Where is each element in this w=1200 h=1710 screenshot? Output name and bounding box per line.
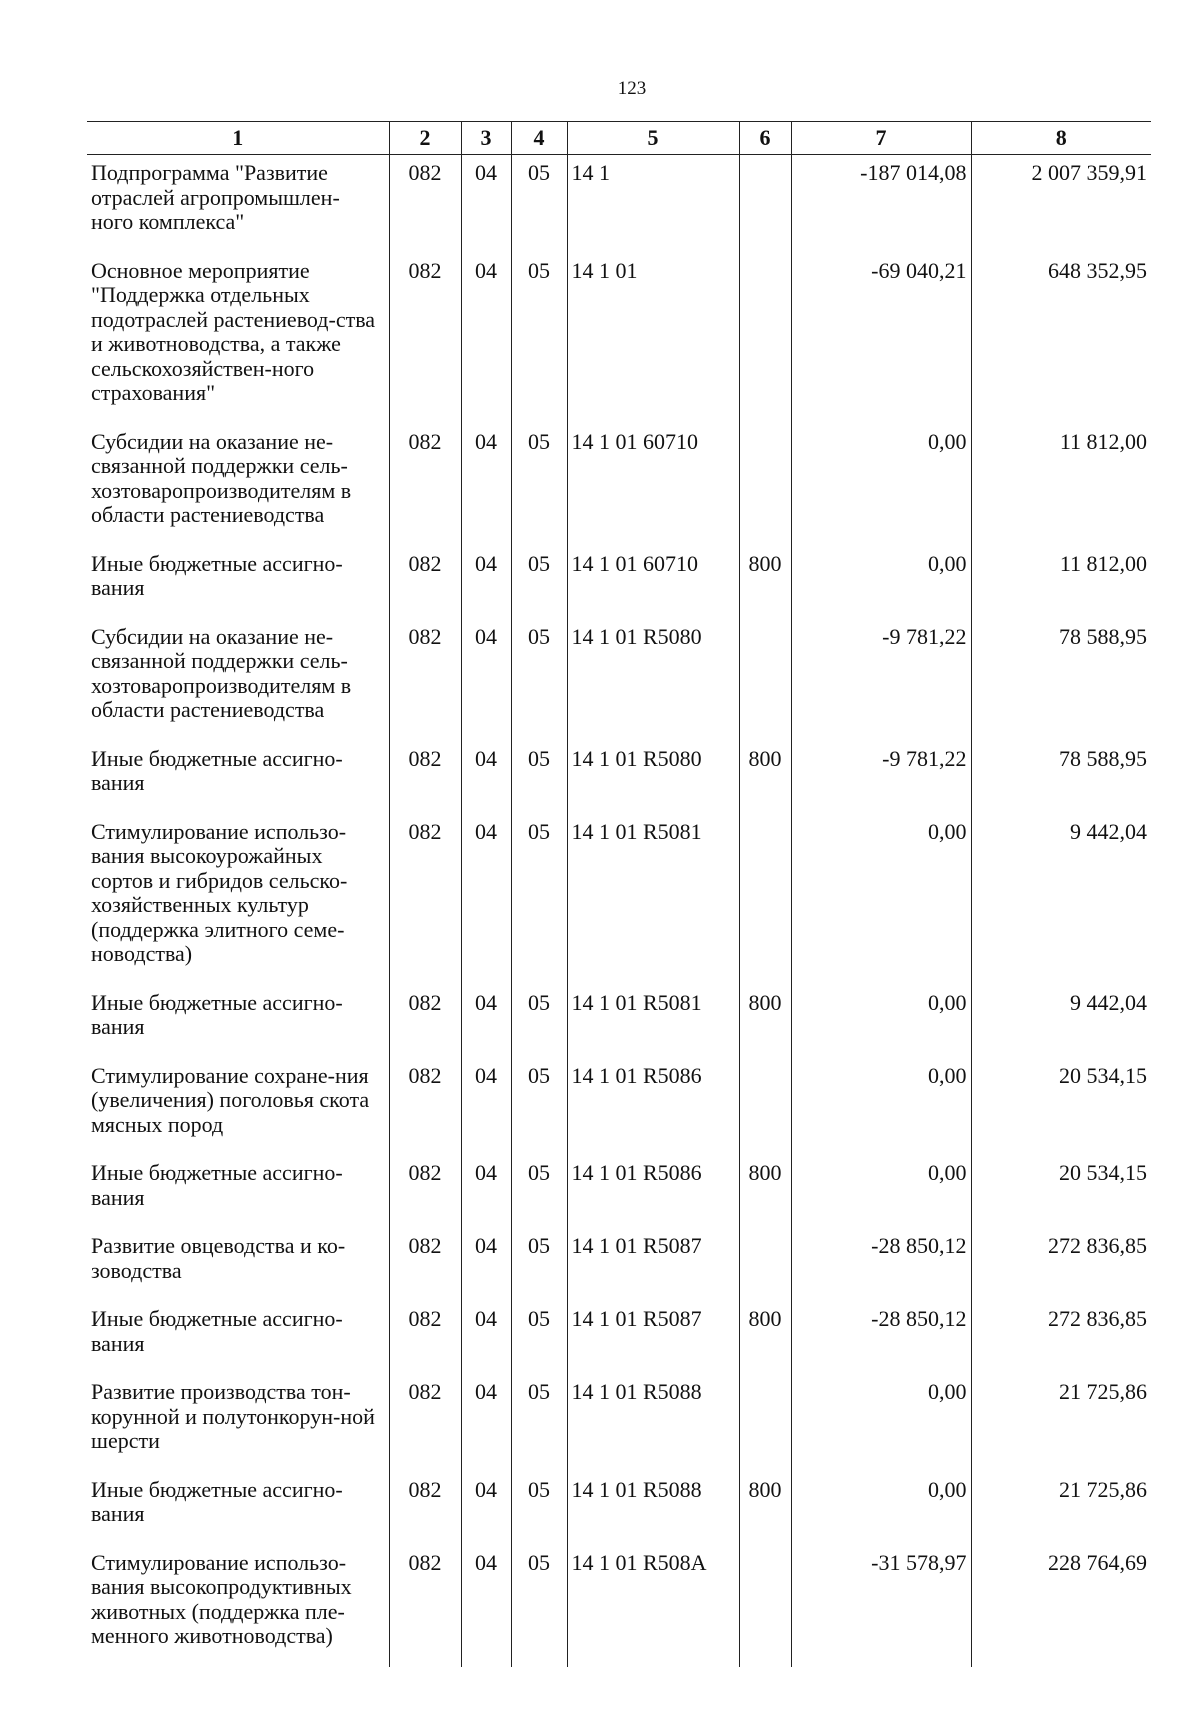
change-amount-cell: 0,00 bbox=[791, 1472, 971, 1545]
section-code-cell: 04 bbox=[461, 985, 511, 1058]
change-amount-cell: -31 578,97 bbox=[791, 1545, 971, 1667]
item-name-cell: Подпрограмма "Развитие отраслей агропромышлен-ного комплекса" bbox=[91, 160, 340, 234]
ministry-code-cell: 082 bbox=[389, 1058, 461, 1156]
section-code-cell: 04 bbox=[461, 155, 511, 253]
item-name-cell: Иные бюджетные ассигно-вания bbox=[91, 745, 343, 795]
target-article-cell: 14 1 01 bbox=[567, 253, 739, 424]
item-name-cell: Развитие производства тон-корунной и полутонкорун-ной шерсти bbox=[91, 1379, 375, 1453]
total-amount-cell: 9 442,04 bbox=[971, 985, 1151, 1058]
column-header: 4 bbox=[511, 122, 567, 155]
total-amount-cell: 20 534,15 bbox=[971, 1155, 1151, 1228]
section-code-cell: 04 bbox=[461, 814, 511, 985]
ministry-code-cell: 082 bbox=[389, 1155, 461, 1228]
expense-type-cell bbox=[739, 155, 791, 253]
total-amount-cell: 21 725,86 bbox=[971, 1472, 1151, 1545]
subsection-code-cell: 05 bbox=[511, 546, 567, 619]
item-name-cell: Стимулирование использо-вания высокоурожайных сортов и гибридов сельско-хозяйственных культур (поддержка элитного семе-новодства) bbox=[91, 818, 348, 966]
ministry-code-cell: 082 bbox=[389, 546, 461, 619]
subsection-code-cell: 05 bbox=[511, 1301, 567, 1374]
page-number: 123 bbox=[617, 78, 647, 99]
target-article-cell: 14 1 01 R5087 bbox=[567, 1228, 739, 1301]
ministry-code-cell: 082 bbox=[389, 1301, 461, 1374]
item-name-cell: Развитие овцеводства и ко-зоводства bbox=[91, 1233, 346, 1283]
table-row bbox=[87, 985, 1151, 1058]
total-amount-cell: 21 725,86 bbox=[971, 1374, 1151, 1472]
section-code-cell: 04 bbox=[461, 1374, 511, 1472]
total-amount-cell: 2 007 359,91 bbox=[971, 155, 1151, 253]
subsection-code-cell: 05 bbox=[511, 1374, 567, 1472]
change-amount-cell: 0,00 bbox=[791, 1058, 971, 1156]
target-article-cell: 14 1 01 R5080 bbox=[567, 741, 739, 814]
change-amount-cell: -28 850,12 bbox=[791, 1228, 971, 1301]
section-code-cell: 04 bbox=[461, 1472, 511, 1545]
section-code-cell: 04 bbox=[461, 1058, 511, 1156]
table-row bbox=[87, 155, 1151, 253]
column-header: 3 bbox=[461, 122, 511, 155]
change-amount-cell: 0,00 bbox=[791, 814, 971, 985]
subsection-code-cell: 05 bbox=[511, 741, 567, 814]
table-row bbox=[87, 1301, 1151, 1374]
item-name-cell: Иные бюджетные ассигно-вания bbox=[91, 550, 343, 600]
total-amount-cell: 20 534,15 bbox=[971, 1058, 1151, 1156]
table-row bbox=[87, 1155, 1151, 1228]
section-code-cell: 04 bbox=[461, 741, 511, 814]
ministry-code-cell: 082 bbox=[389, 1545, 461, 1667]
item-name-cell: Иные бюджетные ассигно-вания bbox=[91, 1476, 343, 1526]
column-header: 5 bbox=[567, 122, 739, 155]
subsection-code-cell: 05 bbox=[511, 985, 567, 1058]
column-header: 6 bbox=[739, 122, 791, 155]
total-amount-cell: 11 812,00 bbox=[971, 424, 1151, 546]
change-amount-cell: 0,00 bbox=[791, 424, 971, 546]
total-amount-cell: 272 836,85 bbox=[971, 1228, 1151, 1301]
table-body bbox=[87, 155, 1151, 1667]
column-header: 7 bbox=[791, 122, 971, 155]
target-article-cell: 14 1 01 R5086 bbox=[567, 1058, 739, 1156]
total-amount-cell: 228 764,69 bbox=[971, 1545, 1151, 1667]
table-row bbox=[87, 741, 1151, 814]
subsection-code-cell: 05 bbox=[511, 1155, 567, 1228]
expense-type-cell bbox=[739, 253, 791, 424]
target-article-cell: 14 1 01 R5086 bbox=[567, 1155, 739, 1228]
target-article-cell: 14 1 01 R508A bbox=[567, 1545, 739, 1667]
expense-type-cell: 800 bbox=[739, 985, 791, 1058]
subsection-code-cell: 05 bbox=[511, 253, 567, 424]
total-amount-cell: 78 588,95 bbox=[971, 741, 1151, 814]
column-header: 8 bbox=[971, 122, 1151, 155]
section-code-cell: 04 bbox=[461, 546, 511, 619]
subsection-code-cell: 05 bbox=[511, 1472, 567, 1545]
ministry-code-cell: 082 bbox=[389, 253, 461, 424]
change-amount-cell: -69 040,21 bbox=[791, 253, 971, 424]
item-name-cell: Основное мероприятие "Поддержка отдельных подотраслей растениевод-ства и животноводства, а также сельскохозяйствен-ного страхования" bbox=[91, 257, 376, 405]
subsection-code-cell: 05 bbox=[511, 1228, 567, 1301]
expense-type-cell bbox=[739, 619, 791, 741]
subsection-code-cell: 05 bbox=[511, 619, 567, 741]
ministry-code-cell: 082 bbox=[389, 985, 461, 1058]
target-article-cell: 14 1 01 60710 bbox=[567, 424, 739, 546]
table-row bbox=[87, 1058, 1151, 1156]
table-row bbox=[87, 1472, 1151, 1545]
expense-type-cell bbox=[739, 1228, 791, 1301]
ministry-code-cell: 082 bbox=[389, 814, 461, 985]
change-amount-cell: -187 014,08 bbox=[791, 155, 971, 253]
ministry-code-cell: 082 bbox=[389, 424, 461, 546]
expense-type-cell bbox=[739, 1058, 791, 1156]
section-code-cell: 04 bbox=[461, 1301, 511, 1374]
subsection-code-cell: 05 bbox=[511, 1058, 567, 1156]
subsection-code-cell: 05 bbox=[511, 814, 567, 985]
section-code-cell: 04 bbox=[461, 1155, 511, 1228]
subsection-code-cell: 05 bbox=[511, 424, 567, 546]
target-article-cell: 14 1 01 R5080 bbox=[567, 619, 739, 741]
table-row bbox=[87, 1228, 1151, 1301]
ministry-code-cell: 082 bbox=[389, 155, 461, 253]
section-code-cell: 04 bbox=[461, 619, 511, 741]
subsection-code-cell: 05 bbox=[511, 1545, 567, 1667]
change-amount-cell: -28 850,12 bbox=[791, 1301, 971, 1374]
change-amount-cell: -9 781,22 bbox=[791, 619, 971, 741]
total-amount-cell: 648 352,95 bbox=[971, 253, 1151, 424]
ministry-code-cell: 082 bbox=[389, 619, 461, 741]
expense-type-cell bbox=[739, 1374, 791, 1472]
table-row bbox=[87, 1374, 1151, 1472]
total-amount-cell: 78 588,95 bbox=[971, 619, 1151, 741]
subsection-code-cell: 05 bbox=[511, 155, 567, 253]
item-name-cell: Стимулирование использо-вания высокопродуктивных животных (поддержка пле-менного животноводства) bbox=[91, 1549, 352, 1648]
expense-type-cell bbox=[739, 814, 791, 985]
section-code-cell: 04 bbox=[461, 253, 511, 424]
expense-type-cell bbox=[739, 1545, 791, 1667]
expense-type-cell: 800 bbox=[739, 1155, 791, 1228]
item-name-cell: Субсидии на оказание не-связанной поддержки сель-хозтоваропроизводителям в области растениеводства bbox=[91, 623, 352, 722]
total-amount-cell: 11 812,00 bbox=[971, 546, 1151, 619]
change-amount-cell: 0,00 bbox=[791, 546, 971, 619]
ministry-code-cell: 082 bbox=[389, 1472, 461, 1545]
target-article-cell: 14 1 bbox=[567, 155, 739, 253]
target-article-cell: 14 1 01 R5081 bbox=[567, 985, 739, 1058]
ministry-code-cell: 082 bbox=[389, 1228, 461, 1301]
expense-type-cell bbox=[739, 424, 791, 546]
item-name-cell: Субсидии на оказание не-связанной поддержки сель-хозтоваропроизводителям в области растениеводства bbox=[91, 428, 352, 527]
ministry-code-cell: 082 bbox=[389, 1374, 461, 1472]
column-header: 2 bbox=[389, 122, 461, 155]
expense-type-cell: 800 bbox=[739, 1301, 791, 1374]
table-row bbox=[87, 253, 1151, 424]
ministry-code-cell: 082 bbox=[389, 741, 461, 814]
target-article-cell: 14 1 01 R5087 bbox=[567, 1301, 739, 1374]
table-row bbox=[87, 546, 1151, 619]
target-article-cell: 14 1 01 R5081 bbox=[567, 814, 739, 985]
total-amount-cell: 9 442,04 bbox=[971, 814, 1151, 985]
expense-type-cell: 800 bbox=[739, 546, 791, 619]
section-code-cell: 04 bbox=[461, 424, 511, 546]
total-amount-cell: 272 836,85 bbox=[971, 1301, 1151, 1374]
change-amount-cell: 0,00 bbox=[791, 1374, 971, 1472]
item-name-cell: Иные бюджетные ассигно-вания bbox=[91, 1306, 343, 1356]
expense-type-cell: 800 bbox=[739, 741, 791, 814]
change-amount-cell: 0,00 bbox=[791, 985, 971, 1058]
item-name-cell: Иные бюджетные ассигно-вания bbox=[91, 989, 343, 1039]
section-code-cell: 04 bbox=[461, 1545, 511, 1667]
item-name-cell: Стимулирование сохране-ния (увеличения) поголовья скота мясных пород bbox=[91, 1062, 370, 1137]
item-name-cell: Иные бюджетные ассигно-вания bbox=[91, 1160, 343, 1210]
table-row bbox=[87, 1545, 1151, 1667]
table-row bbox=[87, 619, 1151, 741]
change-amount-cell: 0,00 bbox=[791, 1155, 971, 1228]
target-article-cell: 14 1 01 R5088 bbox=[567, 1374, 739, 1472]
table-row bbox=[87, 814, 1151, 985]
change-amount-cell: -9 781,22 bbox=[791, 741, 971, 814]
column-header: 1 bbox=[87, 122, 389, 155]
table-header-row bbox=[87, 122, 1151, 155]
expense-type-cell: 800 bbox=[739, 1472, 791, 1545]
budget-table bbox=[87, 121, 1151, 1667]
table-row bbox=[87, 424, 1151, 546]
section-code-cell: 04 bbox=[461, 1228, 511, 1301]
target-article-cell: 14 1 01 60710 bbox=[567, 546, 739, 619]
target-article-cell: 14 1 01 R5088 bbox=[567, 1472, 739, 1545]
